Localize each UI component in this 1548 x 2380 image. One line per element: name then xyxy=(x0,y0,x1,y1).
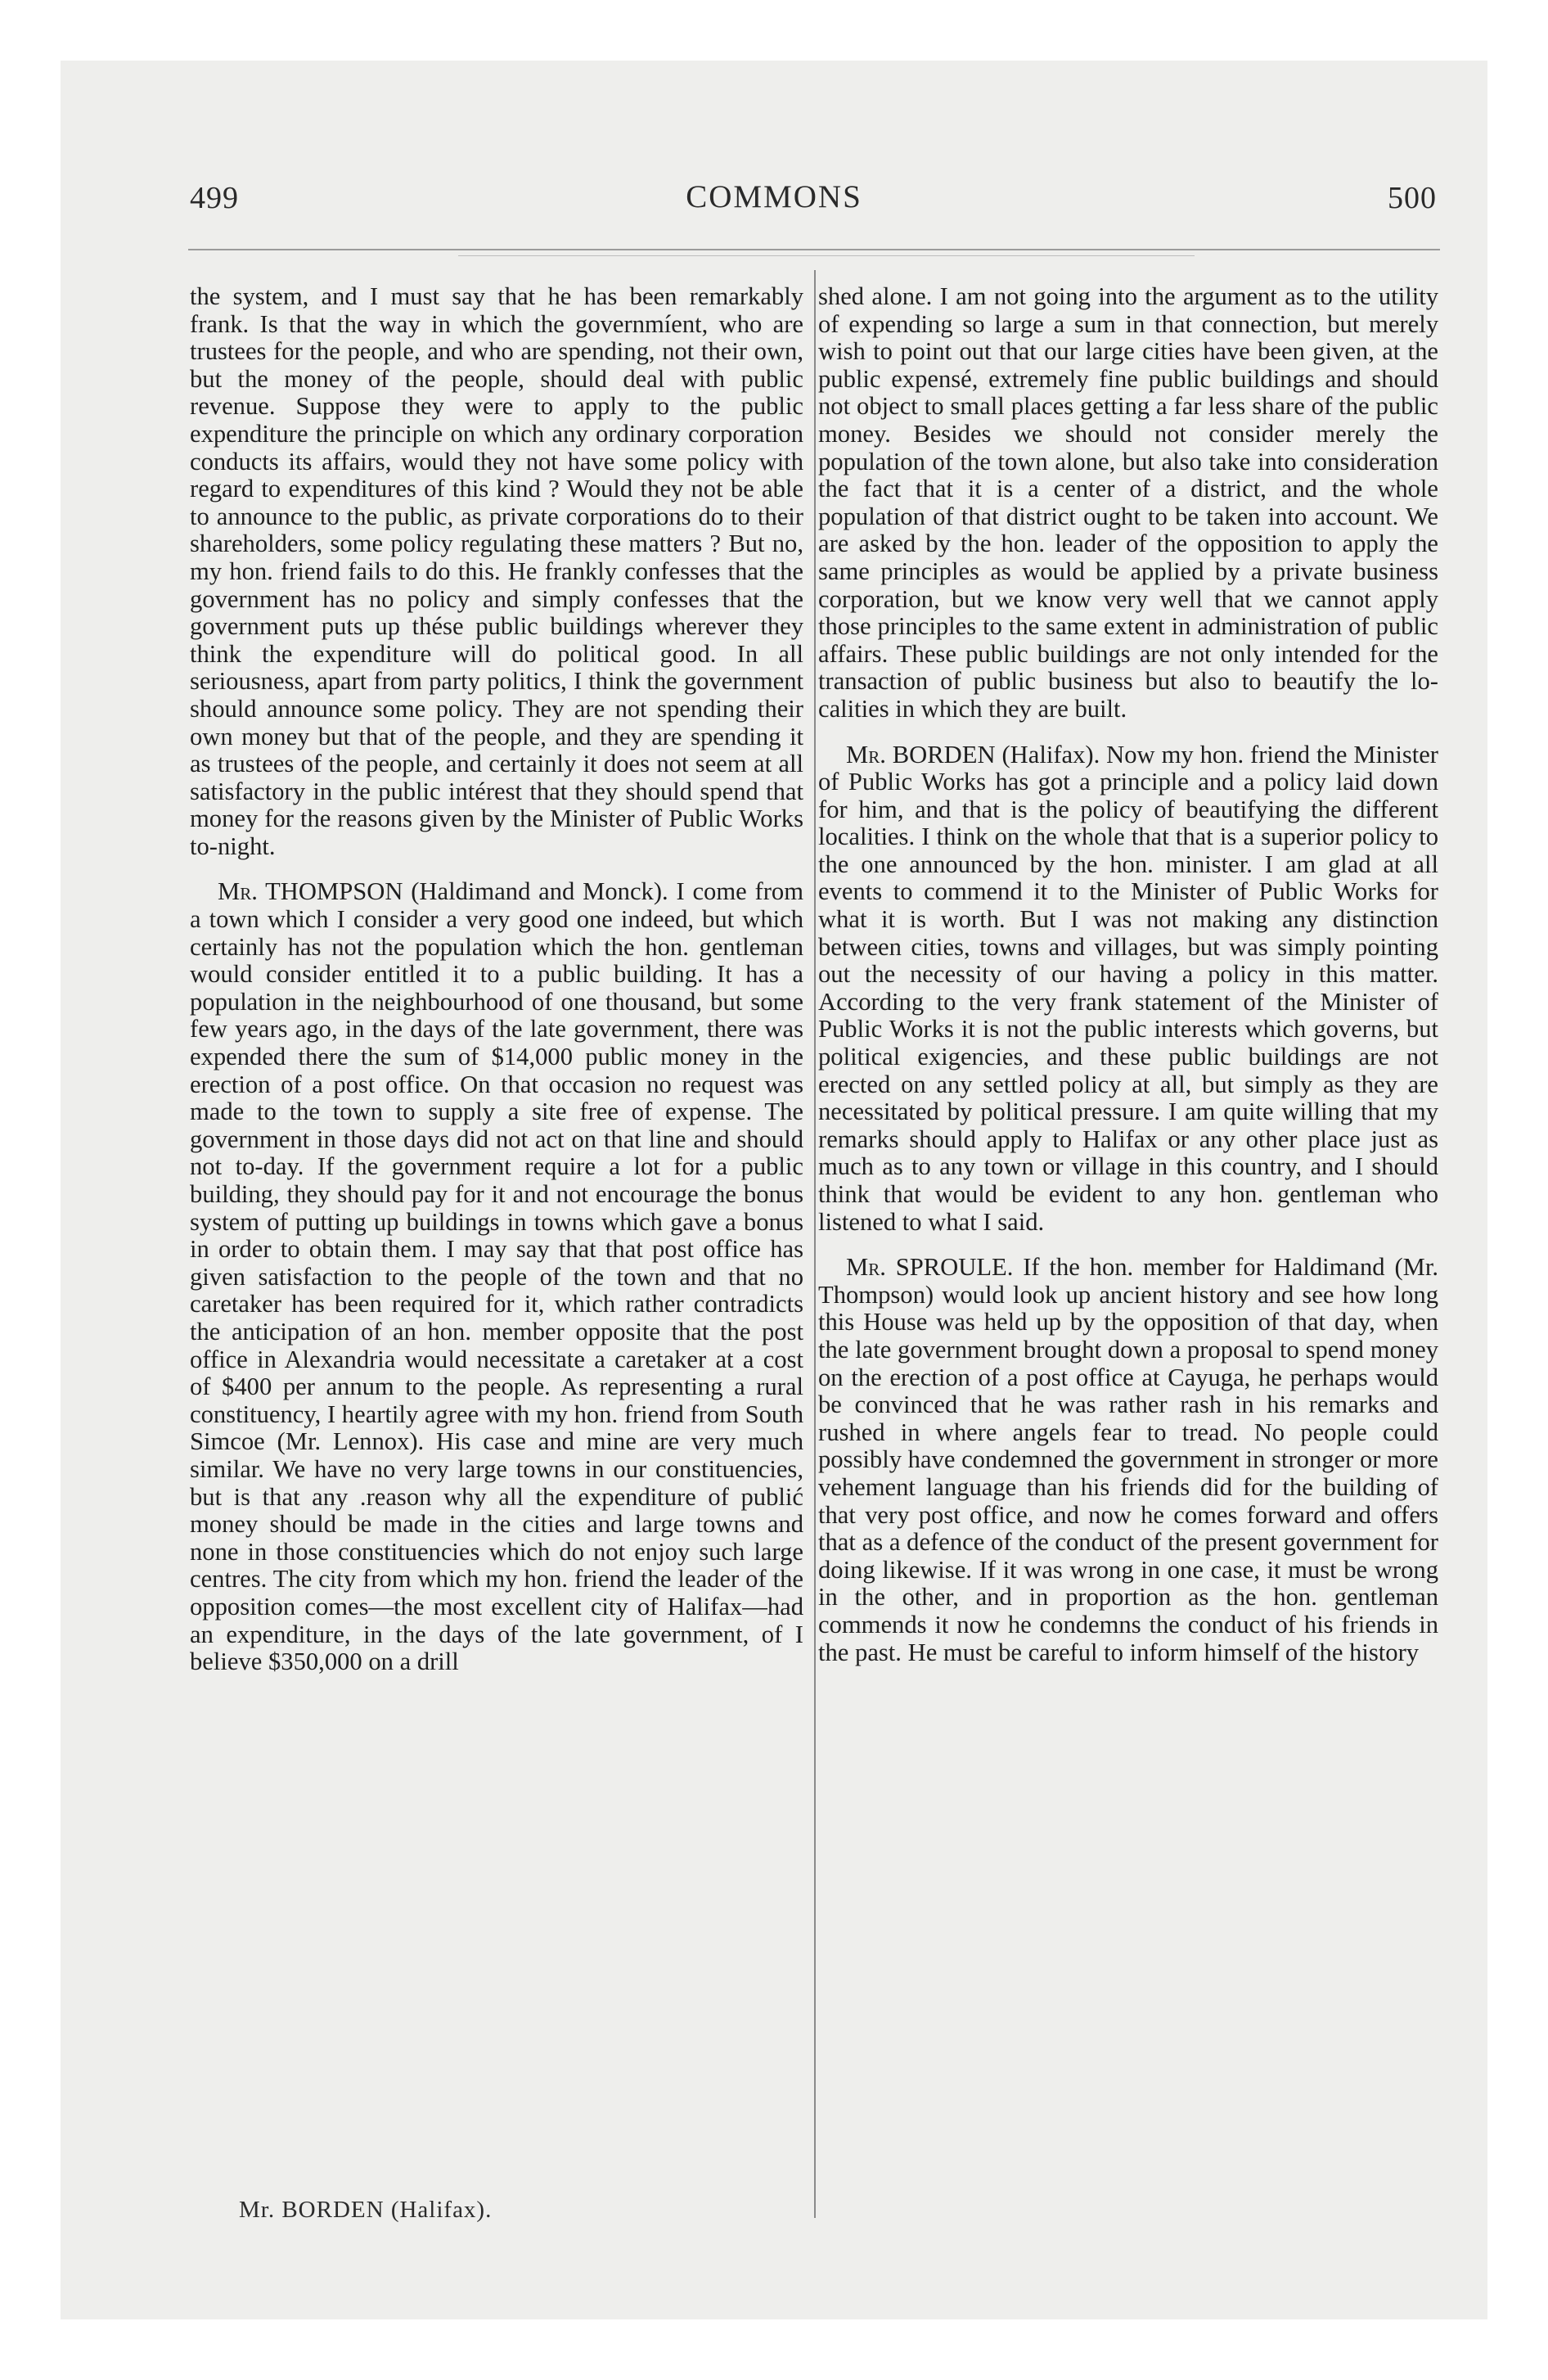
header-rule xyxy=(188,249,1440,250)
page-number-right: 500 xyxy=(1388,181,1437,215)
header-rule-thin xyxy=(458,255,1195,256)
thompson-speech xyxy=(190,878,803,1675)
sproule-speech xyxy=(818,1254,1438,1666)
speaker-sproule: Mr. SPROULE. xyxy=(846,1253,1014,1282)
running-head-title: COMMONS xyxy=(686,179,862,214)
thompson-speech-text: (Haldimand and Monck). I come from a town which I consider a very good one indeed, but which certainly has not the population which the hon. gentleman would consider entitled it to a public building. It has a population in the neighbourhood of one thousand, but some few years ago, in the days of the late government, there was expended there the sum of $14,000 public money in the erection of a post office. On that occasion no request was made to the town to supply a site free of expense. The government in those days did not act on that line and should not to-day. If the government require a lot for a public building, they should pay for it and not encourage the bonus system of putting up buildings in towns which gave a bonus in order to obtain them. I may say that that post office has given satisfaction to the people of the town and that no caretaker has been required for it, which rather contradicts the anticipation of an hon. member opposite that the post office in Alexandria would necessitate a caretaker at a cost of $400 per annum to the people. As representing a rural constituency, I heartily agree with my hon. friend from South Simcoe (Mr. Lennox). His case and mine are very much similar. We have no very large towns in our constituencies, but is that any .reason why all the expenditure of publić money should be made in the cities and large towns and none in those constituencies which do not enjoy such large centres. The city from which my hon. friend the leader of the opposition comes—the most excellent city of Halifax—had an expenditure, in the days of the late government, of I believe $350,000 on a drill xyxy=(190,877,804,1676)
left-column xyxy=(190,283,803,1676)
borden-speech-text: (Halifax). Now my hon. friend the Minister of Public Works has got a principle and a policy laid down for him, and that is the policy of beautifying the different localities. I think on the whole that that is a superior policy to the one announced by the hon. minister. I am glad at all events to commend it to the Minister of Public Works for what it is worth. But I was not making any distinction between cities, towns and villages, but was simply pointing out the necessity of our having a policy in this matter. According to the very frank statement of the Minister of Public Works it is not the public interests which governs, but political exigencies, and these public buildings are not erected on any settled policy at all, but simply as they are necessitated by political pressure. I am quite willing that my remarks should apply to Halifax or any other place just as much as to any town or village in this country, and I should think that would be evident to any hon. gentleman who listened to what I said. xyxy=(818,740,1438,1236)
column-divider xyxy=(814,270,816,2218)
page-number-left: 499 xyxy=(190,181,239,215)
speaker-borden: Mr. BORDEN xyxy=(846,740,996,769)
catchword-footer: Mr. BORDEN (Halifax). xyxy=(239,2197,493,2223)
left-paragraph-1: the system, and I must say that he has been remarkably frank. Is that the way in which the governmíent, who are trustees for the people, and who are spending, not their own, but the money of the people, should deal with public revenue. Suppose they were to apply to the public expenditure the principle on which any ordinary corporation conducts its affairs, would they not have some policy with regard to expenditures of this kind ? Would they not be able to announce to the public, as private corporations do to their shareholders, some policy regulating these matters ? But no, my hon. friend fails to do this. He frankly confesses that the government has no policy and simply confesses that the government puts up thése public buildings wherever they think the expenditure will do political good. In all seriousness, apart from party politics, I think the government should announce some policy. They are not spending their own money but that of the people, and they are spending it as trustees of the people, and certainly it does not seem at all satisfactory in the public intérest that they should spend that money for the reasons given by the Minister of Public Works to-night. xyxy=(190,282,803,860)
borden-speech xyxy=(818,741,1438,1237)
sproule-speech-text: If the hon. member for Haldimand (Mr. Thompson) would look up ancient history and see how long this House was held up by the opposition of that day, when the late government brought down a proposal to spend money on the erection of a post office at Cayuga, he perhaps would be convinced that he was rather rash in his remarks and rushed in where angels fear to tread. No people could possibly have condemned the government in stronger or more vehement language than his friends did for the building of that very post office, and now he comes forward and offers that as a defence of the conduct of the present government for doing likewise. If it was wrong in one case, it must be wrong in the other, and in proportion as the hon. gentleman commends it now he condemns the conduct of his friends in the past. He must be careful to inform himself of the history xyxy=(818,1253,1438,1666)
speaker-thompson: Mr. THOMPSON xyxy=(218,877,403,906)
right-paragraph-1: shed alone. I am not going into the argument as to the utility of expending so large a sum in that connection, but merely wish to point out that our large cities have been given, at the public expensé, extremely fine public buildings and should not object to small places getting a far less share of the public money. Besides we should not consider merely the population of the town alone, but also take into consideration the fact that it is a center of a district, and the whole population of that district ought to be taken into account. We are asked by the hon. leader of the opposition to apply the same principles as would be applied by a private business corporation, but we know very well that we cannot apply those principles to the same extent in administration of public affairs. These public buildings are not only intended for the transaction of public business but also to beautify the localities in which they are built. xyxy=(818,282,1438,723)
right-column xyxy=(818,283,1438,1666)
